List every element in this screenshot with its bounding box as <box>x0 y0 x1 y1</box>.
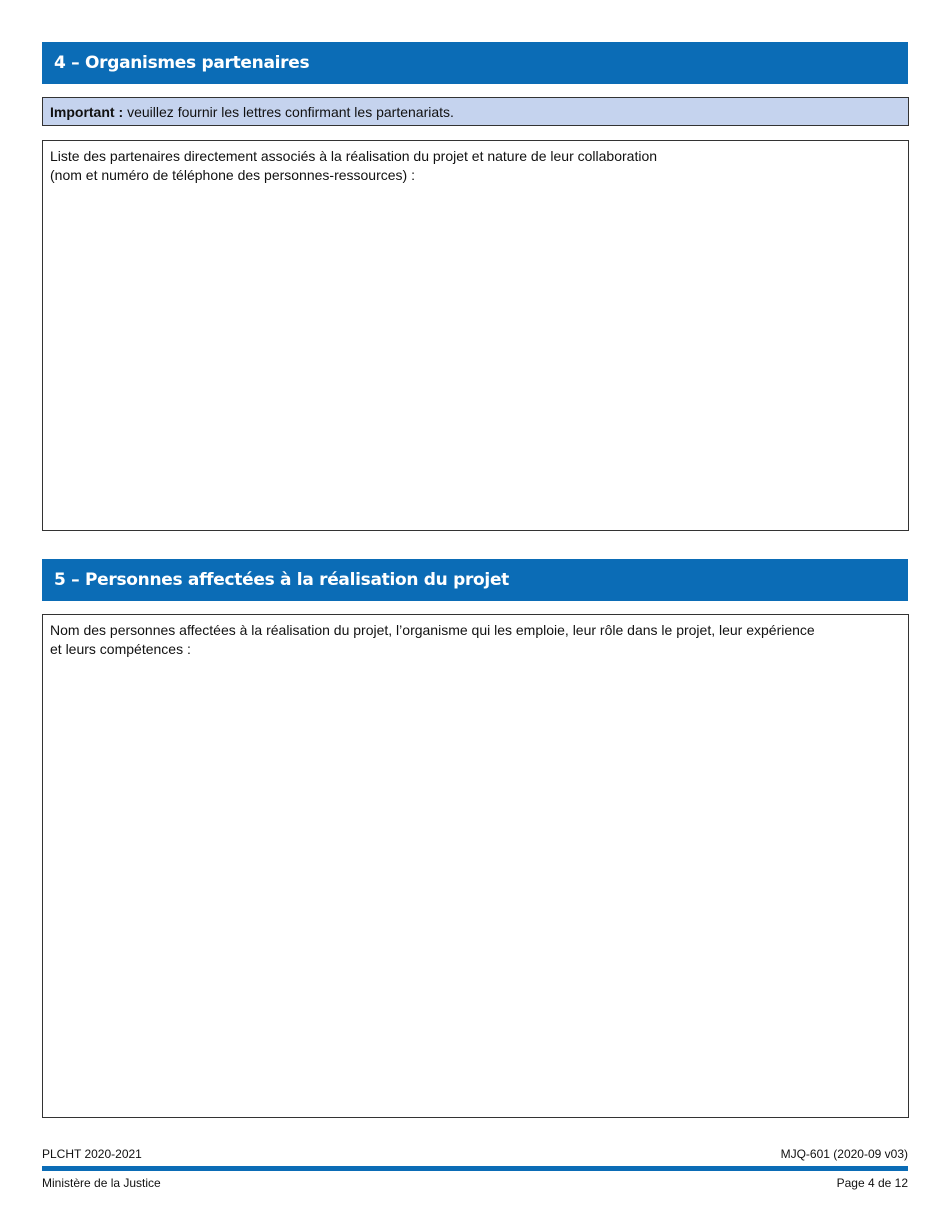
important-notice <box>42 97 909 126</box>
footer-ministry: Ministère de la Justice <box>42 1176 161 1190</box>
page-number: Page 4 de 12 <box>836 1176 908 1190</box>
partners-field-label-line2: (nom et numéro de téléphone des personnes-ressources) : <box>50 167 415 183</box>
section-5-title: 5 – Personnes affectées à la réalisation du projet <box>54 570 509 590</box>
partners-field-label-line1: Liste des partenaires directement associés à la réalisation du projet et nature de leur collaboration <box>50 148 658 164</box>
important-label: Important : <box>50 103 124 120</box>
staff-field-label-line1: Nom des personnes affectées à la réalisation du projet, l’organisme qui les emploie, leur rôle dans le projet, leur expérience <box>50 622 815 638</box>
section-4-title: 4 – Organismes partenaires <box>54 53 310 73</box>
staff-field-label-line2: et leurs compétences : <box>50 641 191 657</box>
footer-program: PLCHT 2020-2021 <box>42 1147 142 1161</box>
partners-text-field[interactable] <box>42 140 909 531</box>
footer-form-code: MJQ-601 (2020-09 v03) <box>780 1147 908 1161</box>
section-4-header <box>42 42 908 84</box>
important-text: veuillez fournir les lettres confirmant les partenariats. <box>127 103 454 120</box>
footer-divider <box>42 1166 908 1171</box>
section-5-header <box>42 559 908 601</box>
staff-text-field[interactable] <box>42 614 909 1118</box>
